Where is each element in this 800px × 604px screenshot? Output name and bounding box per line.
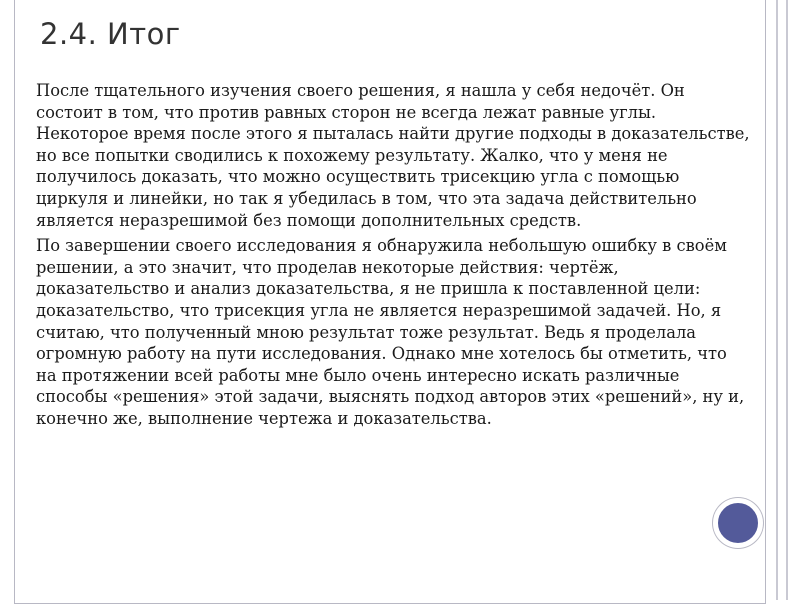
- decorative-rule: [776, 0, 778, 600]
- slide-title: 2.4. Итог: [40, 17, 181, 51]
- paragraph-conclusion-1: После тщательного изучения своего решения, я нашла у себя недочёт. Он состоит в том, что против равных сторон не всегда лежат равные углы. Некоторое время после этого я пыталась найти другие подходы в доказательстве, но все попытки сводились к похожему результату. Жалко, что у меня не получилось доказать, что можно осуществить трисекцию угла с помощью циркуля и линейки, но так я убедилась в том, что эта задача действительно является неразрешимой без помощи дополнительных средств.: [36, 81, 750, 230]
- paragraph-conclusion-2: По завершении своего исследования я обнаружила небольшую ошибку в своём решении, а это значит, что проделав некоторые действия: чертёж, доказательство и анализ доказательства, я не пришла к поставленной цели: доказательство, что трисекция угла не является неразрешимой задачей. Но, я считаю, что полученный мною результат тоже результат. Ведь я проделала огромную работу на пути исследования. Однако мне хотелось бы отметить, что на протяжении всей работы мне было очень интересно искать различные способы «решения» этой задачи, выяснять подход авторов этих «решений», ну и, конечно же, выполнение чертежа и доказательства.: [36, 236, 745, 428]
- slide-body: [36, 80, 752, 430]
- decorative-rule: [786, 0, 788, 600]
- circle-ornament: [713, 498, 763, 548]
